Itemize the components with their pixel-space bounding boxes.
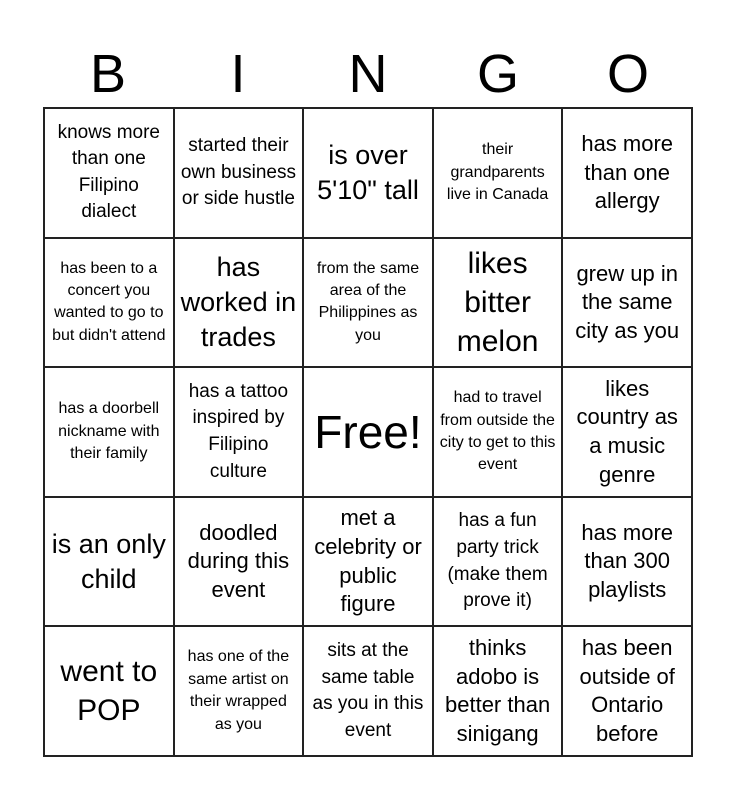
bingo-cell[interactable]: has a doorbell nickname with their family: [44, 367, 174, 497]
bingo-cell[interactable]: has a fun party trick (make them prove it): [433, 497, 563, 627]
bingo-cell[interactable]: likes bitter melon: [433, 238, 563, 368]
bingo-cell[interactable]: doodled during this event: [174, 497, 304, 627]
header-letter-n: N: [348, 44, 388, 104]
bingo-cell[interactable]: started their own business or side hustle: [174, 108, 304, 238]
bingo-cell[interactable]: likes country as a music genre: [562, 367, 692, 497]
bingo-cell[interactable]: has worked in trades: [174, 238, 304, 368]
bingo-cell[interactable]: has one of the same artist on their wrapped as you: [174, 626, 304, 756]
bingo-cell[interactable]: is over 5'10" tall: [303, 108, 433, 238]
bingo-header: [43, 40, 693, 108]
bingo-cell[interactable]: met a celebrity or public figure: [303, 497, 433, 627]
bingo-cell[interactable]: went to POP: [44, 626, 174, 756]
bingo-cell[interactable]: from the same area of the Philippines as you: [303, 238, 433, 368]
header-letter-b: B: [89, 44, 127, 104]
bingo-cell[interactable]: has more than 300 playlists: [562, 497, 692, 627]
free-space[interactable]: Free!: [303, 367, 433, 497]
bingo-cell[interactable]: thinks adobo is better than sinigang: [433, 626, 563, 756]
bingo-cell[interactable]: had to travel from outside the city to get to this event: [433, 367, 563, 497]
bingo-cell[interactable]: their grandparents live in Canada: [433, 108, 563, 238]
bingo-board: [43, 107, 693, 757]
bingo-cell[interactable]: has been to a concert you wanted to go to but didn't attend: [44, 238, 174, 368]
bingo-cell[interactable]: is an only child: [44, 497, 174, 627]
bingo-cell[interactable]: knows more than one Filipino dialect: [44, 108, 174, 238]
bingo-cell[interactable]: sits at the same table as you in this event: [303, 626, 433, 756]
bingo-cell[interactable]: grew up in the same city as you: [562, 238, 692, 368]
header-letter-g: G: [476, 44, 519, 104]
header-letter-i: I: [230, 44, 246, 104]
bingo-cell[interactable]: has a tattoo inspired by Filipino culture: [174, 367, 304, 497]
bingo-cell[interactable]: has been outside of Ontario before: [562, 626, 692, 756]
header-letter-o: O: [606, 44, 649, 104]
bingo-cell[interactable]: has more than one allergy: [562, 108, 692, 238]
